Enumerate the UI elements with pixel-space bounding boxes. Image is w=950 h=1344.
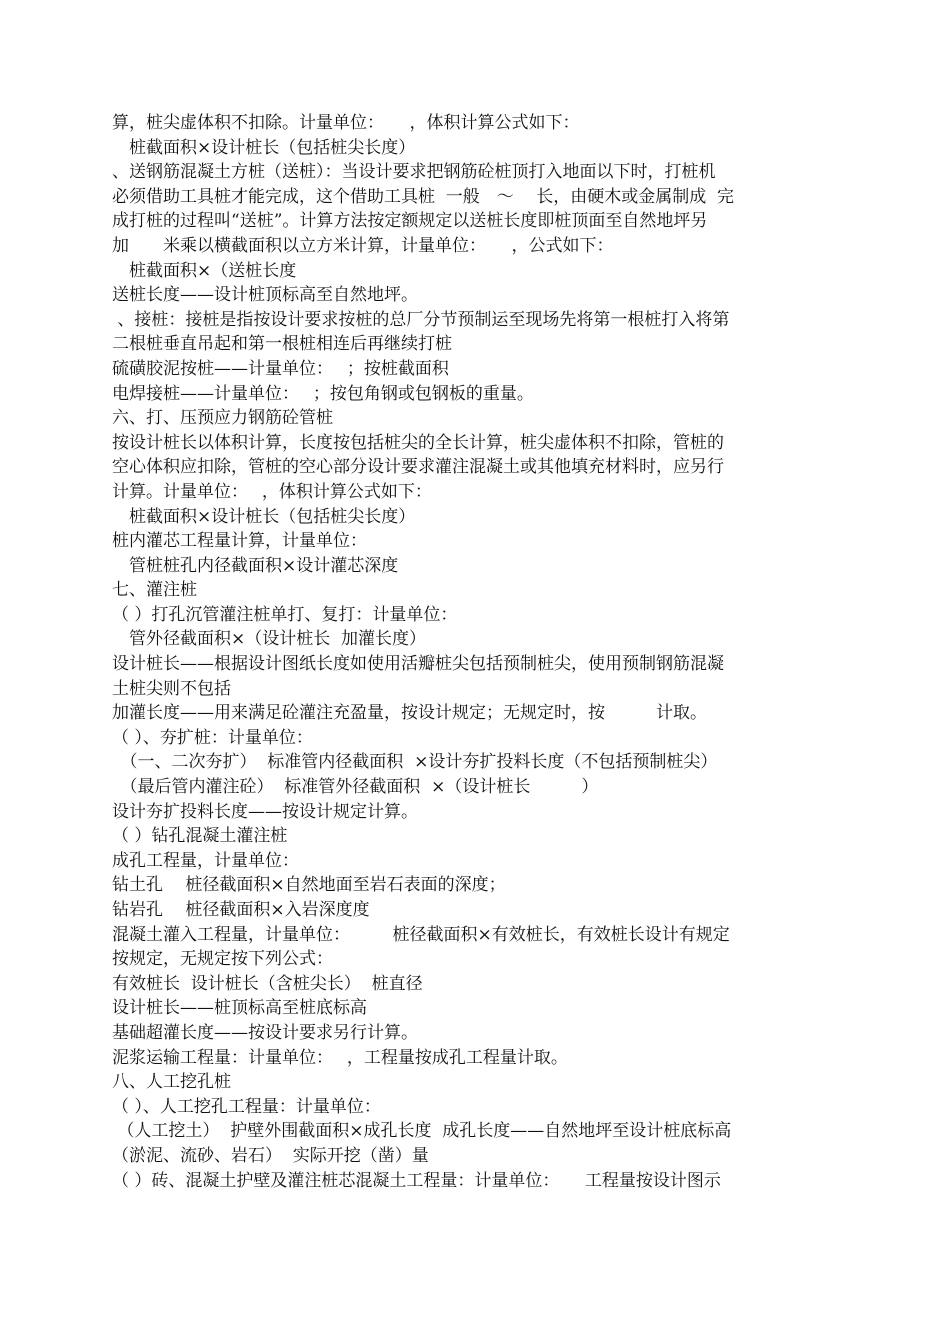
- text-line: 必须借助工具桩才能完成，这个借助工具桩 一般 ～ 长，由硬木或金属制成 完: [112, 186, 735, 207]
- text-line: 成孔工程量，计量单位：: [112, 850, 299, 871]
- text-line: （最后管内灌注砼） 标准管外径截面积 ×（设计桩长 ）: [112, 777, 599, 798]
- text-line: 桩截面积×设计桩长（包括桩尖长度）: [112, 137, 416, 158]
- text-line: 设计夯扩投料长度——按设计规定计算。: [112, 801, 418, 822]
- text-line: 土桩尖则不包括: [112, 678, 231, 699]
- text-line: 空心体积应扣除，管桩的空心部分设计要求灌注混凝土或其他填充材料时，应另行: [112, 457, 724, 478]
- text-line: 、送钢筋混凝土方桩（送桩）：当设计要求把钢筋砼桩顶打入地面以下时，打桩机: [112, 162, 716, 183]
- text-line: 基础超灌长度——按设计要求另行计算。: [112, 1022, 418, 1043]
- text-line: 算，桩尖虚体积不扣除。计量单位： ，体积计算公式如下：: [112, 113, 580, 133]
- text-line: 送桩长度——设计桩顶标高至自然地坪。: [112, 285, 418, 306]
- text-line: （一、二次夯扩） 标准管内径截面积 ×设计夯扩投料长度（不包括预制桩尖）: [112, 752, 718, 773]
- text-line: 管外径截面积×（设计桩长 加灌长度）: [112, 629, 427, 650]
- text-line: 按规定，无规定按下列公式：: [112, 949, 333, 970]
- text-line: 钻岩孔 桩径截面积×入岩深度度: [112, 900, 370, 920]
- text-line: 加 米乘以横截面积以立方米计算，计量单位： ，公式如下：: [112, 235, 614, 256]
- text-line: 钻土孔 桩径截面积×自然地面至岩石表面的深度；: [112, 875, 506, 896]
- text-line: 七、灌注桩: [112, 580, 197, 601]
- text-line: 桩截面积×（送桩长度: [112, 260, 297, 281]
- text-line: 计算。计量单位： ，体积计算公式如下：: [112, 481, 432, 502]
- text-line: （淤泥、流砂、岩石） 实际开挖（凿）量: [112, 1145, 429, 1166]
- body-text: [112, 111, 832, 1193]
- text-line: 二根桩垂直吊起和第一根桩相连后再继续打桩: [112, 334, 452, 355]
- text-line: 六、打、压预应力钢筋砼管桩: [112, 408, 333, 429]
- text-line: （ ）、夯扩桩：计量单位：: [112, 727, 313, 748]
- text-line: （人工挖土） 护壁外围截面积×成孔长度 成孔长度——自然地坪至设计桩底标高: [112, 1121, 732, 1142]
- text-line: （ ）砖、混凝土护壁及灌注桩芯混凝土工程量：计量单位： 工程量按设计图示: [112, 1170, 721, 1191]
- text-line: 硫磺胶泥按桩——计量单位： ；按桩截面积: [112, 358, 449, 379]
- text-line: （ ）、人工挖孔工程量：计量单位：: [112, 1096, 381, 1117]
- text-line: 、接桩：接桩是指按设计要求按桩的总厂分节预制运至现场先将第一根桩打入将第: [112, 309, 730, 330]
- text-line: 泥浆运输工程量：计量单位： ，工程量按成孔工程量计取。: [112, 1047, 568, 1068]
- text-line: 桩截面积×设计桩长（包括桩尖长度）: [112, 506, 416, 527]
- text-line: 按设计桩长以体积计算，长度按包括桩尖的全长计算，桩尖虚体积不扣除，管桩的: [112, 432, 724, 453]
- text-line: 有效桩长 设计桩长（含桩尖长） 桩直径: [112, 973, 423, 994]
- text-line: 设计桩长——根据设计图纸长度如使用活瓣桩尖包括预制桩尖，使用预制钢筋混凝: [112, 654, 724, 675]
- text-line: （ ）钻孔混凝土灌注桩: [112, 826, 288, 847]
- text-line: 八、人工挖孔桩: [112, 1072, 231, 1093]
- text-line: 桩内灌芯工程量计算，计量单位：: [112, 531, 367, 552]
- text-line: 管桩桩孔内径截面积×设计灌芯深度: [112, 555, 399, 576]
- text-line: 成打桩的过程叫“送桩”。计算方法按定额规定以送桩长度即桩顶面至自然地坪另: [112, 211, 708, 232]
- text-line: 设计桩长——桩顶标高至桩底标高: [112, 998, 367, 1019]
- text-line: 电焊接桩——计量单位： ；按包角钢或包钢板的重量。: [112, 383, 534, 404]
- text-line: （ ）打孔沉管灌注桩单打、复打：计量单位：: [112, 604, 458, 625]
- text-line: 混凝土灌入工程量，计量单位： 桩径截面积×有效桩长，有效桩长设计有规定: [112, 924, 730, 945]
- text-line: 加灌长度——用来满足砼灌注充盈量，按设计规定；无规定时，按 计取。: [112, 703, 707, 724]
